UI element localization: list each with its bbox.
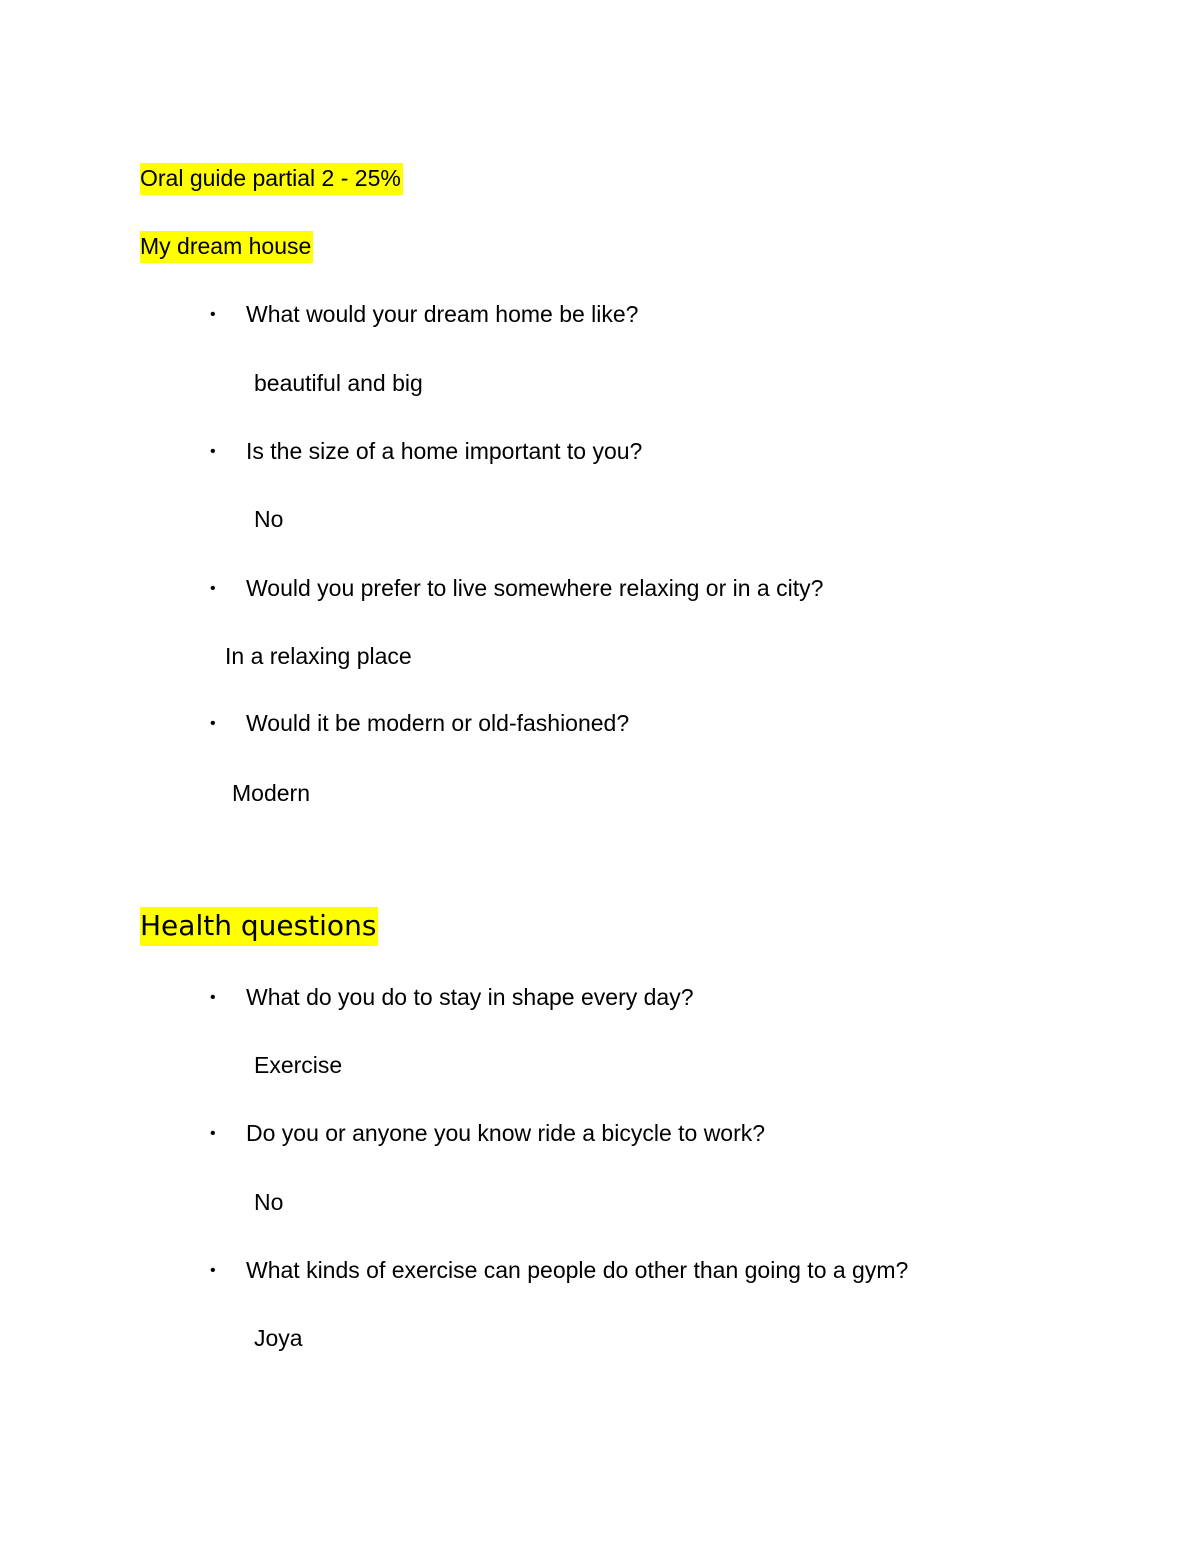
bullet-icon: • [210, 989, 216, 1006]
section-heading-health: Health questions [140, 908, 378, 944]
question-text: Is the size of a home important to you? [246, 438, 643, 464]
question-text: What would your dream home be like? [246, 301, 639, 327]
section-heading-dream-house: My dream house [140, 231, 313, 261]
answer-text: No [254, 506, 284, 532]
question-text: Do you or anyone you know ride a bicycle to work? [246, 1120, 766, 1146]
answer-text: Joya [254, 1325, 303, 1351]
bullet-icon: • [210, 1262, 216, 1279]
answer-text: Exercise [254, 1052, 343, 1078]
answer-text: No [254, 1189, 284, 1215]
answer-text: beautiful and big [254, 370, 423, 396]
bullet-icon: • [210, 715, 216, 732]
bullet-icon: • [210, 1125, 216, 1142]
question-text: What kinds of exercise can people do other than going to a gym? [246, 1257, 909, 1283]
question-text: Would you prefer to live somewhere relaxing or in a city? [246, 575, 824, 601]
bullet-icon: • [210, 306, 216, 323]
bullet-icon: • [210, 580, 216, 597]
answer-text: In a relaxing place [225, 643, 412, 669]
question-text: What do you do to stay in shape every day? [246, 984, 694, 1010]
document-title: Oral guide partial 2 - 25% [140, 163, 403, 193]
bullet-icon: • [210, 443, 216, 460]
answer-text: Modern [232, 780, 310, 806]
question-text: Would it be modern or old-fashioned? [246, 710, 630, 736]
